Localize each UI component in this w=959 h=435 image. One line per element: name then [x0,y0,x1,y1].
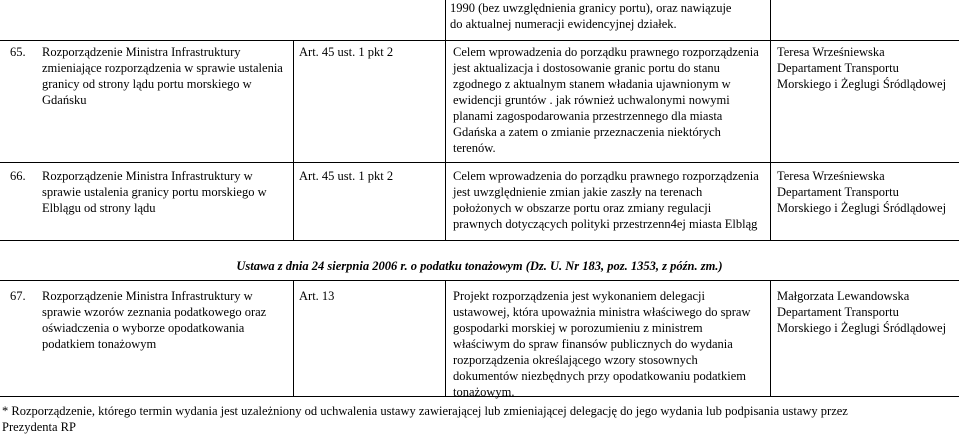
legal-basis: Art. 45 ust. 1 pkt 2 [299,45,394,59]
act-header: Ustawa z dnia 24 sierpnia 2006 r. o podatku tonażowym (Dz. U. Nr 183, poz. 1353, z późn. zm.) [236,259,723,273]
col-divider [445,0,446,40]
col-divider [293,280,294,396]
legal-basis: Art. 13 [299,289,335,303]
purpose-text: Celem wprowadzenia do porządku prawnego rozporządzenia jest uwzględnienie zmian jakie zaszły na terenach położonych w obszarze portu oraz zmiany regulacji prawnych dotyczących polityki przestrzenn4ej miasta Elbląg [453,169,759,231]
row-divider [0,162,959,163]
footnote: * Rozporządzenie, którego termin wydania jest uzależniony od uchwalenia ustawy zawierającej lub zmieniającej delegację do jego wydania lub podpisania ustawy przez Prezydenta RP [2,404,848,434]
col-divider [445,40,446,240]
col-divider [770,40,771,240]
row-divider [0,280,959,281]
row-number: 67. [10,289,26,303]
purpose-text: Celem wprowadzenia do porządku prawnego rozporządzenia jest aktualizacja i dostosowanie granic portu do stanu zgodnego z aktualnym stanem władania ujawnionym w ewidencji gruntów . jak również uchwalonymi nowymi planami zagospodarowania przestrzennego dla miasta Gdańska a zatem o zmianie przeznaczenia niektórych terenów. [453,45,759,155]
col-divider [293,40,294,240]
regulation-title: Rozporządzenie Ministra Infrastruktury w sprawie wzorów zeznania podatkowego oraz oświadczenia o wyborze opodatkowania podatkiem tonażowym [42,289,267,351]
col-divider [770,280,771,396]
legal-basis: Art. 45 ust. 1 pkt 2 [299,169,394,183]
responsible-person: Małgorzata Lewandowska Departament Transportu Morskiego i Żeglugi Śródlądowej [777,289,947,335]
purpose-text: Projekt rozporządzenia jest wykonaniem delegacji ustawowej, która upoważnia ministra właściwego do spraw gospodarki morskiej w porozumieniu z ministrem właściwym do spraw finansów publicznych do wydania rozporządzenia określającego wzory stosownych dokumentów niezbędnych przy opodatkowaniu podatkiem tonażowym. [453,289,751,399]
row-number: 66. [10,169,26,183]
responsible-person: Teresa Wrześniewska Departament Transportu Morskiego i Żeglugi Śródlądowej [777,45,947,91]
regulation-title: Rozporządzenie Ministra Infrastruktury zmieniające rozporządzenia w sprawie ustalenia granicy od strony lądu portu morskiego w Gdańsku [42,45,283,107]
col-divider [445,280,446,396]
row-divider [0,40,959,41]
regulation-title: Rozporządzenie Ministra Infrastruktury w sprawie ustalenia granicy portu morskiego w Elblągu od strony lądu [42,169,267,215]
row-divider [0,240,959,241]
top-note: 1990 (bez uwzględnienia granicy portu), oraz nawiązuje do aktualnej numeracji ewidencyjnej działek. [450,1,732,31]
row-number: 65. [10,45,26,59]
responsible-person: Teresa Wrześniewska Departament Transportu Morskiego i Żeglugi Śródlądowej [777,169,947,215]
col-divider [770,0,771,40]
